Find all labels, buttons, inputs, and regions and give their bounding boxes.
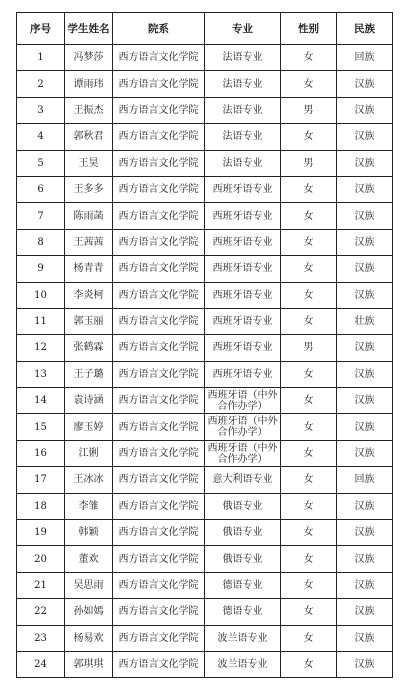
- cell-sex: 女: [281, 45, 337, 71]
- cell-major: 法语专业: [205, 124, 281, 150]
- cell-major: 法语专业: [205, 71, 281, 97]
- table-row: [17, 467, 393, 493]
- cell-ethnicity: 汉族: [337, 71, 393, 97]
- cell-number: 7: [17, 203, 65, 229]
- cell-department: 西方语言文化学院: [113, 282, 205, 308]
- cell-ethnicity: 汉族: [337, 361, 393, 387]
- cell-sex: 女: [281, 256, 337, 282]
- cell-department: 西方语言文化学院: [113, 572, 205, 598]
- cell-sex: 女: [281, 414, 337, 440]
- table-row: [17, 45, 393, 71]
- cell-number: 19: [17, 520, 65, 546]
- cell-ethnicity: 汉族: [337, 493, 393, 519]
- cell-ethnicity: 汉族: [337, 150, 393, 176]
- cell-department: 西方语言文化学院: [113, 651, 205, 677]
- table-row: [17, 71, 393, 97]
- table-row: [17, 203, 393, 229]
- table-row: [17, 256, 393, 282]
- cell-sex: 女: [281, 440, 337, 466]
- cell-student-name: 王冰冰: [65, 467, 113, 493]
- table-row: [17, 520, 393, 546]
- cell-student-name: 王茜茜: [65, 229, 113, 255]
- cell-major: 波兰语专业: [205, 651, 281, 677]
- cell-student-name: 吴思雨: [65, 572, 113, 598]
- cell-sex: 女: [281, 361, 337, 387]
- cell-ethnicity: 汉族: [337, 335, 393, 361]
- cell-student-name: 王振杰: [65, 97, 113, 123]
- cell-student-name: 王昊: [65, 150, 113, 176]
- cell-department: 西方语言文化学院: [113, 176, 205, 202]
- header-department: 院系: [113, 13, 205, 45]
- cell-ethnicity: 汉族: [337, 572, 393, 598]
- cell-student-name: 张鹤霖: [65, 335, 113, 361]
- table-row: [17, 493, 393, 519]
- cell-number: 23: [17, 625, 65, 651]
- cell-number: 5: [17, 150, 65, 176]
- header-number: 序号: [17, 13, 65, 45]
- cell-sex: 女: [281, 229, 337, 255]
- cell-sex: 女: [281, 124, 337, 150]
- cell-department: 西方语言文化学院: [113, 229, 205, 255]
- cell-department: 西方语言文化学院: [113, 546, 205, 572]
- cell-ethnicity: 汉族: [337, 124, 393, 150]
- cell-ethnicity: 汉族: [337, 520, 393, 546]
- cell-sex: 女: [281, 546, 337, 572]
- cell-student-name: 韩颖: [65, 520, 113, 546]
- cell-number: 3: [17, 97, 65, 123]
- cell-student-name: 孙如嫣: [65, 599, 113, 625]
- cell-sex: 女: [281, 71, 337, 97]
- cell-student-name: 谭雨玮: [65, 71, 113, 97]
- table-header-row: [17, 13, 393, 45]
- cell-department: 西方语言文化学院: [113, 71, 205, 97]
- cell-major: 西班牙语专业: [205, 361, 281, 387]
- cell-number: 15: [17, 414, 65, 440]
- cell-number: 6: [17, 176, 65, 202]
- cell-department: 西方语言文化学院: [113, 388, 205, 414]
- cell-ethnicity: 汉族: [337, 599, 393, 625]
- cell-sex: 女: [281, 625, 337, 651]
- table-row: [17, 282, 393, 308]
- cell-ethnicity: 汉族: [337, 176, 393, 202]
- cell-sex: 女: [281, 520, 337, 546]
- cell-major: 意大利语专业: [205, 467, 281, 493]
- cell-department: 西方语言文化学院: [113, 440, 205, 466]
- cell-sex: 男: [281, 150, 337, 176]
- cell-major: 法语专业: [205, 45, 281, 71]
- cell-department: 西方语言文化学院: [113, 203, 205, 229]
- table-row: [17, 414, 393, 440]
- cell-number: 10: [17, 282, 65, 308]
- cell-sex: 女: [281, 467, 337, 493]
- cell-student-name: 郭秋君: [65, 124, 113, 150]
- cell-number: 8: [17, 229, 65, 255]
- cell-ethnicity: 汉族: [337, 625, 393, 651]
- cell-department: 西方语言文化学院: [113, 308, 205, 334]
- table-row: [17, 176, 393, 202]
- cell-number: 12: [17, 335, 65, 361]
- cell-student-name: 江俐: [65, 440, 113, 466]
- table-row: [17, 229, 393, 255]
- cell-department: 西方语言文化学院: [113, 599, 205, 625]
- cell-ethnicity: 汉族: [337, 203, 393, 229]
- cell-number: 20: [17, 546, 65, 572]
- cell-number: 22: [17, 599, 65, 625]
- header-student-name: 学生姓名: [65, 13, 113, 45]
- cell-number: 21: [17, 572, 65, 598]
- cell-student-name: 王多多: [65, 176, 113, 202]
- cell-department: 西方语言文化学院: [113, 97, 205, 123]
- cell-major: 西班牙语专业: [205, 282, 281, 308]
- cell-number: 17: [17, 467, 65, 493]
- cell-sex: 女: [281, 388, 337, 414]
- table-row: [17, 124, 393, 150]
- cell-major: 西班牙语专业: [205, 176, 281, 202]
- cell-department: 西方语言文化学院: [113, 335, 205, 361]
- cell-department: 西方语言文化学院: [113, 256, 205, 282]
- header-major: 专业: [205, 13, 281, 45]
- cell-ethnicity: 壮族: [337, 308, 393, 334]
- cell-sex: 男: [281, 335, 337, 361]
- table-row: [17, 651, 393, 677]
- cell-department: 西方语言文化学院: [113, 45, 205, 71]
- cell-student-name: 郭玉丽: [65, 308, 113, 334]
- cell-department: 西方语言文化学院: [113, 467, 205, 493]
- cell-sex: 女: [281, 308, 337, 334]
- table-row: [17, 150, 393, 176]
- cell-major: 德语专业: [205, 599, 281, 625]
- cell-major: 西班牙语专业: [205, 256, 281, 282]
- cell-major: 法语专业: [205, 97, 281, 123]
- table-row: [17, 440, 393, 466]
- cell-sex: 女: [281, 599, 337, 625]
- cell-number: 11: [17, 308, 65, 334]
- cell-student-name: 李雏: [65, 493, 113, 519]
- cell-number: 4: [17, 124, 65, 150]
- table-row: [17, 572, 393, 598]
- cell-ethnicity: 回族: [337, 45, 393, 71]
- table-row: [17, 546, 393, 572]
- table-row: [17, 599, 393, 625]
- student-roster-table: [16, 12, 393, 678]
- cell-major: 西班牙语（中外合作办学）: [205, 414, 281, 440]
- cell-ethnicity: 汉族: [337, 256, 393, 282]
- cell-sex: 女: [281, 651, 337, 677]
- table-row: [17, 625, 393, 651]
- cell-major: 俄语专业: [205, 520, 281, 546]
- cell-major: 波兰语专业: [205, 625, 281, 651]
- cell-ethnicity: 汉族: [337, 546, 393, 572]
- cell-major: 西班牙语专业: [205, 229, 281, 255]
- cell-student-name: 廖玉婷: [65, 414, 113, 440]
- cell-department: 西方语言文化学院: [113, 493, 205, 519]
- cell-student-name: 李炎柯: [65, 282, 113, 308]
- table-row: [17, 97, 393, 123]
- cell-sex: 女: [281, 176, 337, 202]
- cell-number: 24: [17, 651, 65, 677]
- cell-major: 西班牙语（中外合作办学）: [205, 388, 281, 414]
- cell-sex: 女: [281, 203, 337, 229]
- cell-ethnicity: 汉族: [337, 229, 393, 255]
- cell-number: 2: [17, 71, 65, 97]
- cell-ethnicity: 汉族: [337, 414, 393, 440]
- cell-number: 9: [17, 256, 65, 282]
- table-row: [17, 361, 393, 387]
- cell-ethnicity: 汉族: [337, 97, 393, 123]
- cell-sex: 女: [281, 572, 337, 598]
- cell-department: 西方语言文化学院: [113, 414, 205, 440]
- cell-student-name: 冯梦莎: [65, 45, 113, 71]
- cell-number: 13: [17, 361, 65, 387]
- cell-department: 西方语言文化学院: [113, 520, 205, 546]
- cell-student-name: 王子璐: [65, 361, 113, 387]
- cell-major: 德语专业: [205, 572, 281, 598]
- cell-student-name: 郭琪琪: [65, 651, 113, 677]
- cell-sex: 男: [281, 97, 337, 123]
- cell-number: 1: [17, 45, 65, 71]
- cell-number: 14: [17, 388, 65, 414]
- cell-student-name: 袁诗涵: [65, 388, 113, 414]
- cell-student-name: 杨易欢: [65, 625, 113, 651]
- header-sex: 性别: [281, 13, 337, 45]
- cell-ethnicity: 汉族: [337, 440, 393, 466]
- cell-department: 西方语言文化学院: [113, 625, 205, 651]
- cell-ethnicity: 汉族: [337, 282, 393, 308]
- header-ethnicity: 民族: [337, 13, 393, 45]
- table-row: [17, 308, 393, 334]
- cell-student-name: 董欢: [65, 546, 113, 572]
- cell-ethnicity: 回族: [337, 467, 393, 493]
- cell-major: 西班牙语专业: [205, 203, 281, 229]
- cell-department: 西方语言文化学院: [113, 150, 205, 176]
- cell-sex: 女: [281, 493, 337, 519]
- cell-major: 西班牙语专业: [205, 335, 281, 361]
- cell-department: 西方语言文化学院: [113, 361, 205, 387]
- cell-department: 西方语言文化学院: [113, 124, 205, 150]
- cell-ethnicity: 汉族: [337, 651, 393, 677]
- cell-major: 西班牙语（中外合作办学）: [205, 440, 281, 466]
- table-row: [17, 388, 393, 414]
- table-row: [17, 335, 393, 361]
- cell-number: 18: [17, 493, 65, 519]
- cell-sex: 女: [281, 282, 337, 308]
- cell-major: 俄语专业: [205, 546, 281, 572]
- cell-ethnicity: 汉族: [337, 388, 393, 414]
- cell-student-name: 陈雨菡: [65, 203, 113, 229]
- cell-number: 16: [17, 440, 65, 466]
- cell-major: 俄语专业: [205, 493, 281, 519]
- cell-major: 法语专业: [205, 150, 281, 176]
- table-body: [17, 45, 393, 678]
- cell-major: 西班牙语专业: [205, 308, 281, 334]
- cell-student-name: 杨青青: [65, 256, 113, 282]
